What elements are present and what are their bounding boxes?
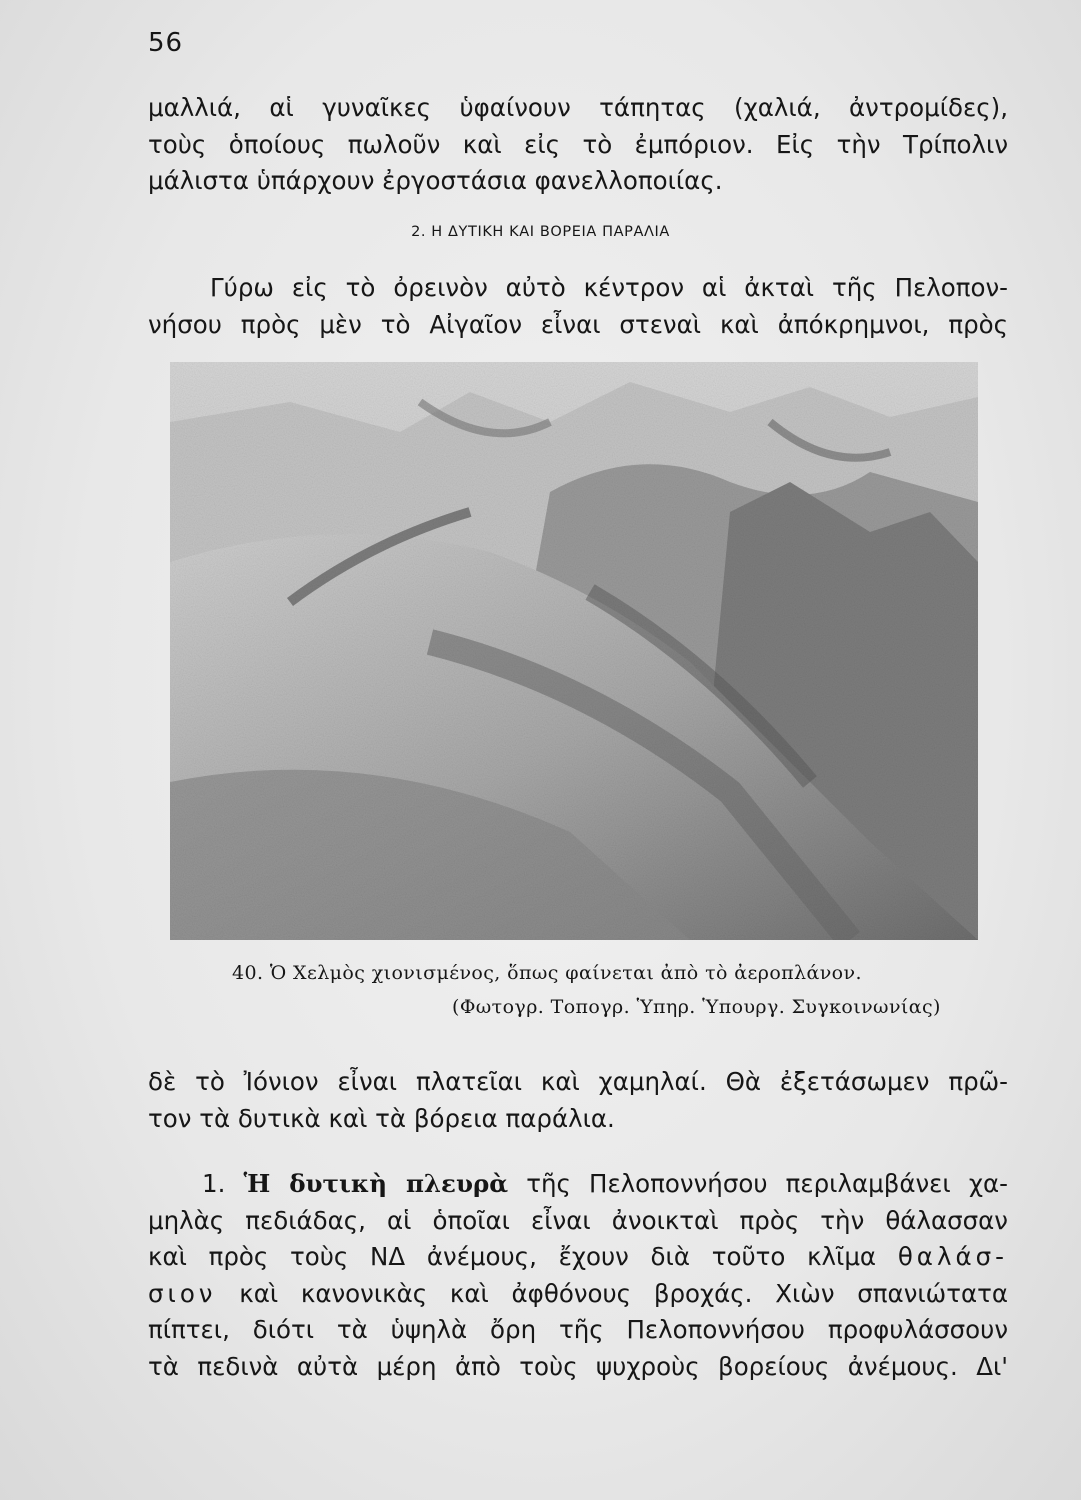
text-fragment: τῆς Πελοποννήσου περιλαμβάνει χα-	[526, 1169, 1008, 1198]
spaced-word: θαλάσ-	[897, 1242, 1008, 1271]
section-number: 1.	[202, 1169, 226, 1198]
text-line: τον τὰ δυτικὰ καὶ τὰ βόρεια παράλια.	[148, 1103, 615, 1133]
text-line	[148, 1276, 1008, 1313]
spaced-word: σιον	[148, 1278, 217, 1308]
text-fragment: καὶ πρὸς τοὺς ΝΔ ἀνέμους, ἔχουν διὰ τοῦτο κλῖμα	[148, 1242, 877, 1271]
text-line: μαλλιά, αἱ γυναῖκες ὑφαίνουν τάπητας (χαλιά, ἀντρομίδες),	[148, 93, 1008, 122]
page-number: 56	[148, 28, 184, 58]
section-term: Ἡ δυτικὴ πλευρὰ	[243, 1169, 509, 1198]
text-line: μάλιστα ὑπάρχουν ἐργοστάσια φανελλοποιίας.	[148, 166, 723, 195]
text-line: νήσου πρὸς μὲν τὸ Αἰγαῖον εἶναι στεναὶ καὶ ἀπόκρημνοι, πρὸς	[148, 309, 1008, 339]
text-line	[148, 1166, 1008, 1203]
figure-credit: (Φωτογρ. Τοπογρ. Ὑπηρ. Ὑπουργ. Συγκοινωνίας)	[452, 996, 941, 1018]
text-line: δὲ τὸ Ἰόνιον εἶναι πλατεῖαι καὶ χαμηλαί. Θὰ ἐξετάσωμεν πρῶ-	[148, 1067, 1008, 1096]
text-fragment: καὶ κανονικὰς καὶ ἀφθόνους βροχάς. Χιὼν σπανιώτατα	[239, 1278, 1008, 1308]
intro-paragraph	[148, 270, 1008, 343]
top-paragraph	[148, 90, 1008, 200]
text-line: Γύρω εἰς τὸ ὀρεινὸν αὐτὸ κέντρον αἱ ἀκταὶ τῆς Πελοπον-	[210, 273, 1008, 302]
text-line	[148, 1239, 1008, 1276]
middle-paragraph	[148, 1064, 1008, 1137]
section-1-paragraph	[148, 1166, 1008, 1385]
text-line: τοὺς ὁποίους πωλοῦν καὶ εἰς τὸ ἐμπόριον. Εἰς τὴν Τρίπολιν	[148, 129, 1008, 159]
text-line: τὰ πεδινὰ αὐτὰ μέρη ἀπὸ τοὺς ψυχροὺς βορείους ἀνέμους. Δι'	[148, 1351, 1008, 1381]
figure-caption: 40. Ὁ Χελμὸς χιονισμένος, ὅπως φαίνεται ἀπὸ τὸ ἀεροπλάνον.	[232, 962, 862, 984]
mountain-photo	[170, 362, 978, 940]
text-line: πίπτει, διότι τὰ ὑψηλὰ ὄρη τῆς Πελοποννήσου προφυλάσσουν	[148, 1315, 1008, 1344]
text-line: μηλὰς πεδιάδας, αἱ ὁποῖαι εἶναι ἀνοικταὶ πρὸς τὴν θάλασσαν	[148, 1205, 1008, 1235]
section-heading: 2. Η ΔΥΤΙΚΗ ΚΑΙ ΒΟΡΕΙΑ ΠΑΡΑΛΙΑ	[411, 224, 670, 240]
